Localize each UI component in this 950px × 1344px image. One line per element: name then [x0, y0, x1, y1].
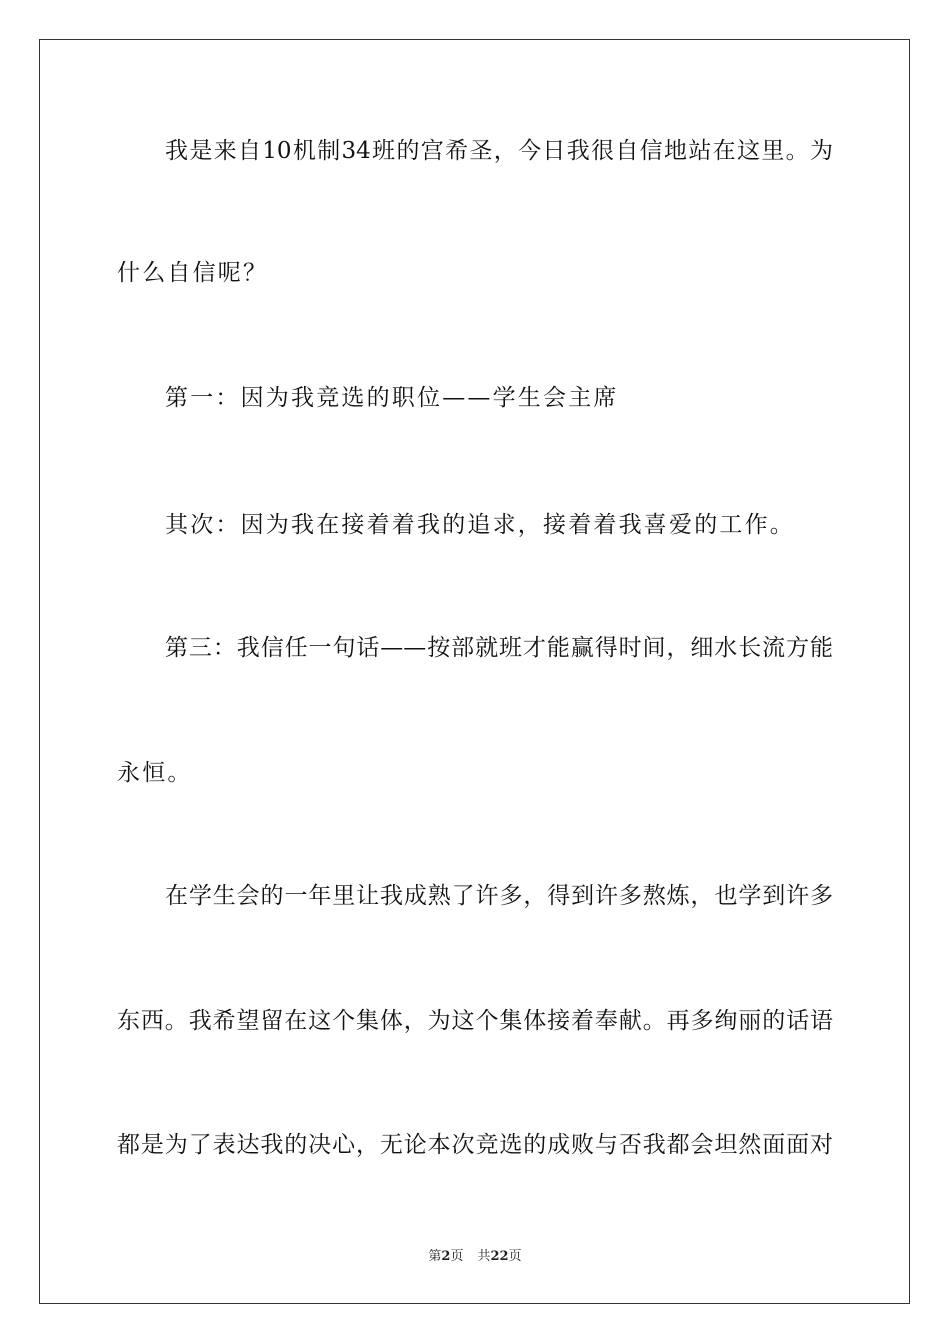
text-line-6: 永恒。 [117, 760, 193, 786]
text-line-1: 我是来自10机制34班的宫希圣，今日我很自信地站在这里。为 [165, 138, 833, 164]
text-line-5: 第三：我信任一句话——按部就班才能赢得时间，细水长流方能 [165, 635, 833, 661]
text-line-3: 第一：因为我竞选的职位——学生会主席 [165, 385, 619, 411]
page-footer [0, 1248, 950, 1266]
footer-page-number: 2 [441, 1249, 451, 1264]
text-line-4: 其次：因为我在接着着我的追求，接着着我喜爱的工作。 [165, 512, 795, 538]
footer-total-suffix: 页 [508, 1249, 522, 1264]
footer-page-prefix: 第 [428, 1249, 442, 1264]
text-line-2: 什么自信呢？ [117, 260, 269, 286]
text-line-8: 东西。我希望留在这个集体，为这个集体接着奉献。再多绚丽的话语 [117, 1008, 833, 1034]
text-line-7: 在学生会的一年里让我成熟了许多，得到许多熬炼，也学到许多 [165, 883, 833, 909]
footer-total-pages: 22 [490, 1249, 509, 1264]
page-border [39, 39, 910, 1304]
footer-total-prefix: 共 [477, 1249, 491, 1264]
text-line-9: 都是为了表达我的决心，无论本次竞选的成败与否我都会坦然面面对 [117, 1132, 833, 1158]
footer-page-suffix: 页 [450, 1249, 464, 1264]
